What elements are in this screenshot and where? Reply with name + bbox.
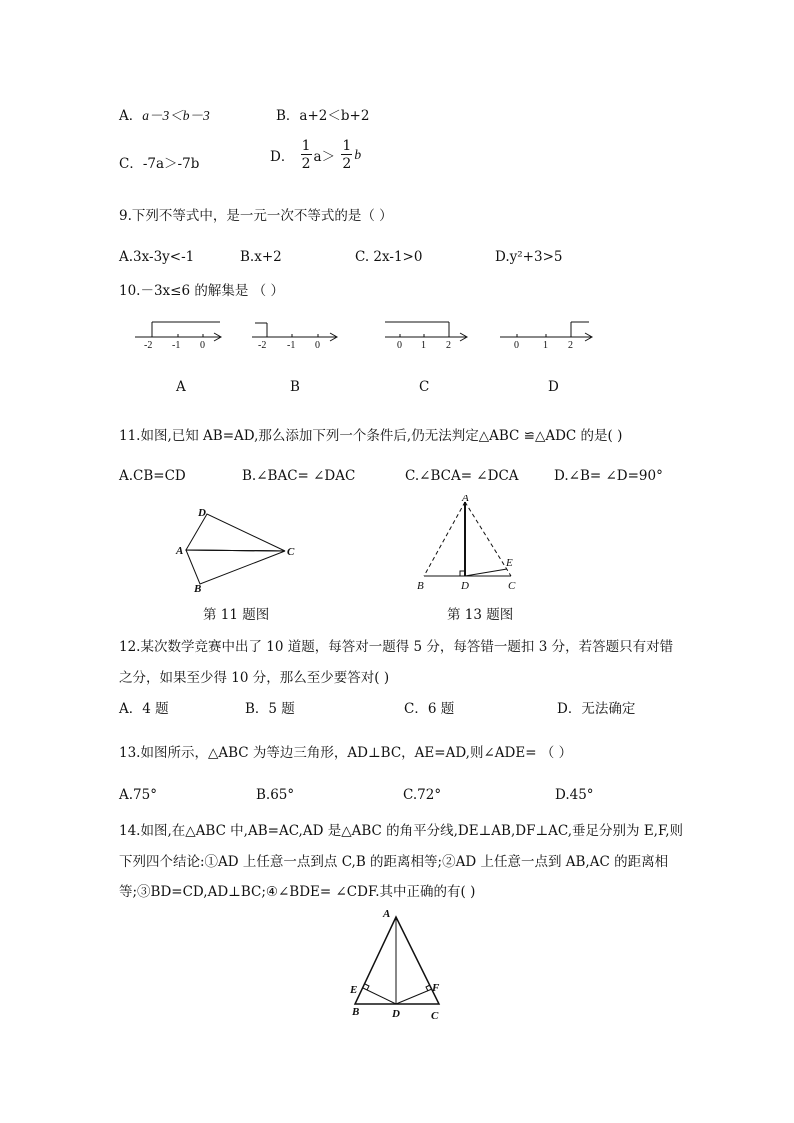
tick-label: 2 bbox=[446, 340, 451, 351]
point-label-b: B bbox=[194, 583, 202, 595]
q9-option-b: B.x+2 bbox=[240, 249, 282, 265]
tick-label: 0 bbox=[200, 340, 205, 351]
figure-14 bbox=[340, 905, 450, 1025]
point-label-b: B bbox=[352, 1006, 360, 1018]
point-label-d: D bbox=[198, 507, 206, 519]
tick-label: -2 bbox=[258, 340, 267, 351]
q12-stem-line2: 之分，如果至少得 10 分，那么至少要答对( ) bbox=[119, 670, 390, 686]
tick-label: -2 bbox=[144, 340, 153, 351]
q12-option-a: A．4 题 bbox=[119, 701, 169, 717]
fraction-one-half: $\frac{1}{2}$ bbox=[342, 138, 352, 172]
tick-label: 0 bbox=[397, 340, 402, 351]
point-label-c: C bbox=[287, 546, 295, 558]
q10-label-b: B bbox=[290, 379, 300, 395]
q10-label-d: D bbox=[548, 379, 559, 395]
point-label-a: A bbox=[383, 908, 391, 920]
q11-option-d: D.∠B= ∠D=90° bbox=[554, 468, 663, 484]
point-label-d: D bbox=[392, 1008, 400, 1020]
tick-label: 2 bbox=[568, 340, 573, 351]
q9-option-a: A.3x-3y<-1 bbox=[119, 249, 195, 265]
fraction-one-half: $\frac{1}{2}$ bbox=[301, 138, 311, 172]
point-label-b: B bbox=[417, 580, 424, 592]
q14-stem-line2: 下列四个结论:①AD 上任意一点到点 C,B 的距离相等;②AD 上任意一点到 AB,AC 的距离相 bbox=[119, 854, 669, 870]
q10-label-c: C bbox=[419, 379, 430, 395]
figure-11 bbox=[170, 500, 310, 596]
point-label-e: E bbox=[350, 984, 358, 996]
figure-11-caption: 第 11 题图 bbox=[203, 607, 270, 623]
q8-option-a: A．a－3＜b－3 bbox=[119, 108, 210, 124]
point-label-e: E bbox=[506, 557, 513, 569]
q14-stem-line3: 等;③BD=CD,AD⊥BC;④∠BDE= ∠CDF.其中正确的有( ) bbox=[119, 884, 476, 900]
point-label-c: C bbox=[508, 580, 516, 592]
tick-label: -1 bbox=[172, 340, 181, 351]
q12-option-d: D．无法确定 bbox=[557, 701, 636, 717]
point-label-d: D bbox=[461, 580, 469, 592]
q13-option-b: B.65° bbox=[256, 787, 295, 803]
q13-stem: 13.如图所示，△ABC 为等边三角形，AD⊥BC，AE=AD,则∠ADE= （ ） bbox=[119, 745, 573, 761]
point-label-f: F bbox=[432, 982, 440, 994]
q13-option-c: C.72° bbox=[403, 787, 442, 803]
tick-label: 1 bbox=[421, 340, 426, 351]
q8-option-c: C．-7a＞-7b bbox=[119, 156, 200, 172]
q10-label-a: A bbox=[176, 379, 186, 395]
q9-option-c: C. 2x-1>0 bbox=[355, 249, 423, 265]
q10-stem: 10.－3x≤6 的解集是 （ ） bbox=[119, 283, 284, 299]
point-label-a: A bbox=[176, 545, 184, 557]
q12-stem-line1: 12.某次数学竞赛中出了 10 道题，每答对一题得 5 分，每答错一题扣 3 分，若答题只有对错 bbox=[119, 639, 674, 655]
tick-label: 0 bbox=[514, 340, 519, 351]
q14-stem-line1: 14.如图,在△ABC 中,AB=AC,AD 是△ABC 的角平分线,DE⊥AB,DF⊥AC,垂足分别为 E,F,则 bbox=[119, 823, 684, 839]
q13-option-d: D.45° bbox=[555, 787, 594, 803]
q11-option-a: A.CB=CD bbox=[119, 468, 186, 484]
figure-13 bbox=[410, 495, 530, 595]
tick-label: 1 bbox=[543, 340, 548, 351]
q8-option-d: D． $\frac{1}{2}$ a＞ $\frac{1}{2}$ b bbox=[270, 138, 362, 172]
tick-label: 0 bbox=[315, 340, 320, 351]
point-label-c: C bbox=[431, 1010, 439, 1022]
q11-option-b: B.∠BAC= ∠DAC bbox=[242, 468, 356, 484]
q9-option-d: D.y²+3>5 bbox=[495, 249, 563, 265]
q11-stem: 11.如图,已知 AB=AD,那么添加下列一个条件后,仍无法判定△ABC ≌△ADC 的是( ) bbox=[119, 428, 623, 444]
q11-option-c: C.∠BCA= ∠DCA bbox=[405, 468, 519, 484]
figure-13-caption: 第 13 题图 bbox=[447, 607, 514, 623]
q8-option-b: B．a+2＜b+2 bbox=[276, 108, 370, 124]
q12-option-c: C．6 题 bbox=[404, 701, 455, 717]
q10-number-lines bbox=[0, 315, 794, 355]
q13-option-a: A.75° bbox=[119, 787, 157, 803]
q9-stem: 9.下列不等式中，是一元一次不等式的是（ ） bbox=[119, 208, 393, 224]
q12-option-b: B．5 题 bbox=[245, 701, 295, 717]
tick-label: -1 bbox=[287, 340, 296, 351]
point-label-a: A bbox=[462, 495, 469, 504]
